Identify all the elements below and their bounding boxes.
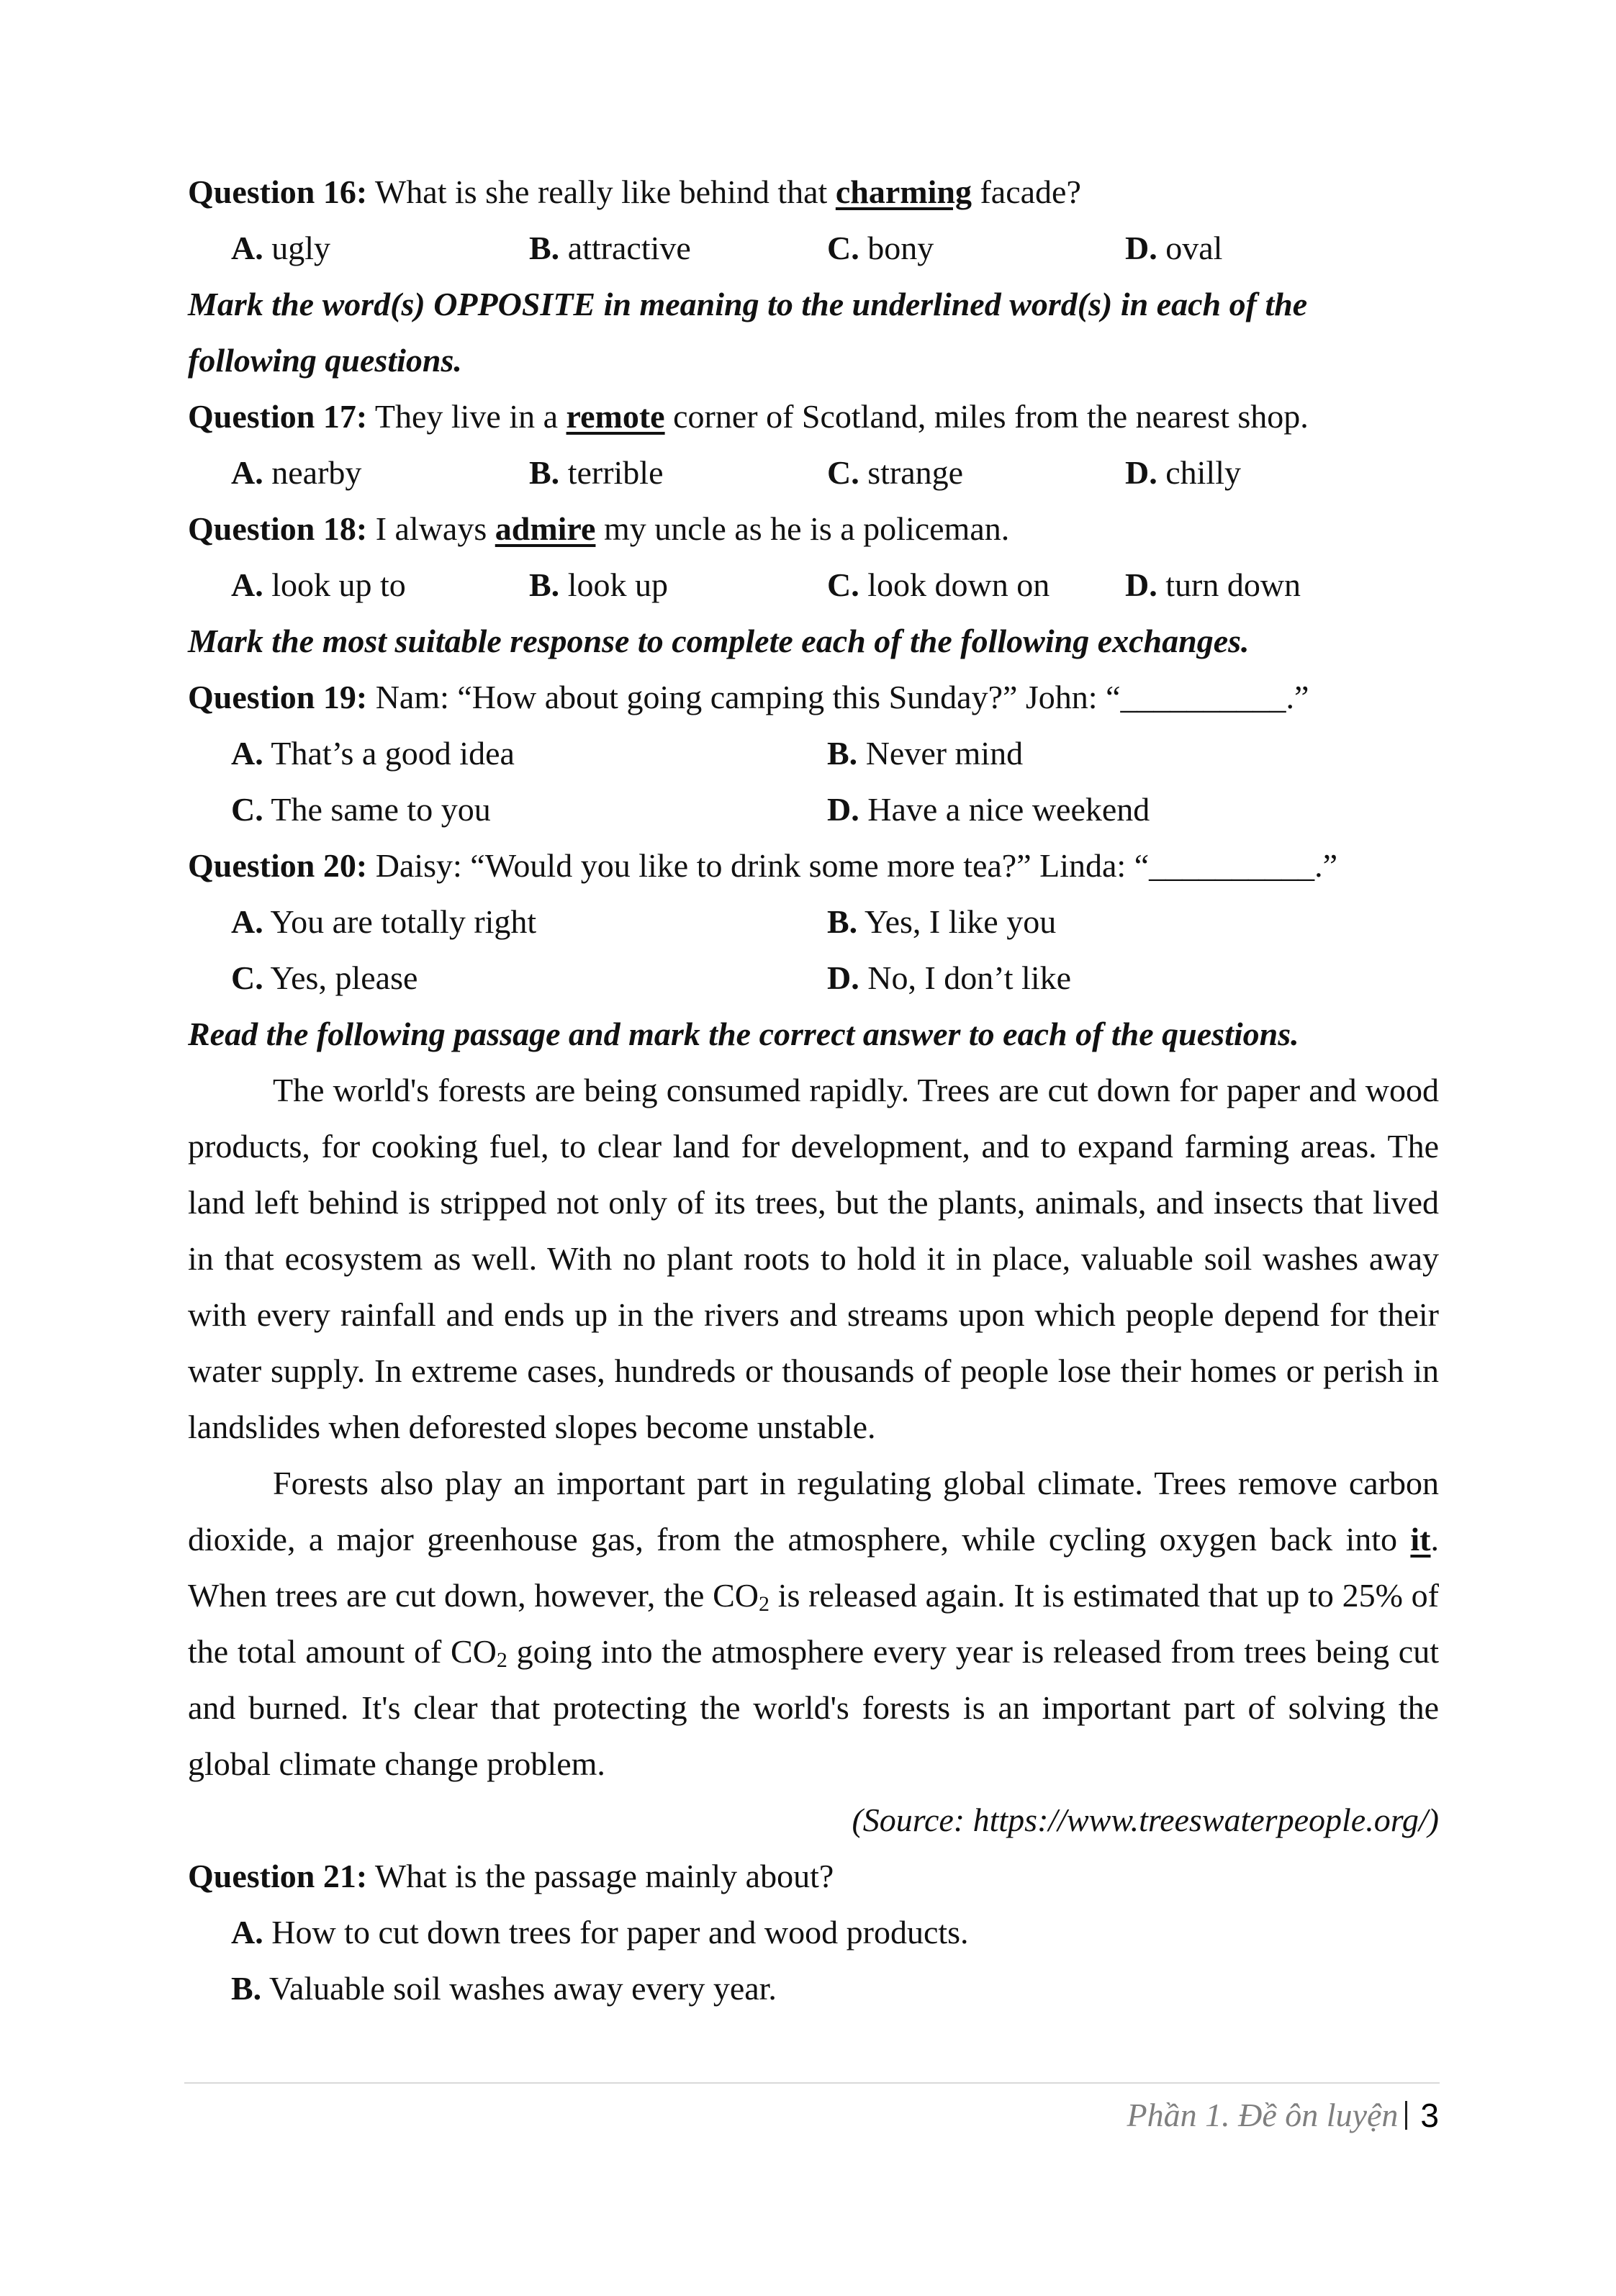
passage-text: The world's forests are being consumed rapidly. Trees are cut down for paper and wood products, for cooking fuel, to clear land for development, and to expand farming areas. The land left behind is stripped not only of its trees, but the plants, animals, and insects that lived in that ecosystem as well. With no plant roots to hold it in place, valuable soil washes away with every rainfall and ends up in the rivers and streams upon which people depend for their water supply. In extreme cases, hundreds or thousands of people lose their homes or perish in landslides when deforested slopes become unstable. [188,1072,1439,1445]
question-text: Nam: “How about going camping this Sunday?” John: “__________.” [367,679,1309,715]
option-letter: D. [1125,566,1157,603]
option-c[interactable] [827,220,1125,276]
passage-text [188,1455,1439,1792]
option-c[interactable] [827,445,1125,501]
question-17 [188,389,1439,445]
option-letter: B. [529,230,560,266]
subscript: 2 [496,1648,507,1672]
page-footer [1127,2090,1439,2141]
option-text: That’s a good idea [263,735,515,772]
option-text: ugly [263,230,331,266]
option-letter: C. [827,230,859,266]
option-a[interactable] [231,220,529,276]
option-letter: A. [231,230,263,266]
option-letter: A. [231,566,263,603]
option-d[interactable] [1125,557,1423,613]
option-text: turn down [1157,566,1301,603]
passage-text-run: going into the atmosphere every year is released from trees being cut and burned. It's clear that protecting the world's forests is an important part of solving the global climate change problem. [188,1633,1440,1782]
option-letter: D. [827,959,859,996]
option-text: Never mind [857,735,1024,772]
option-text: The same to you [263,791,491,828]
option-c[interactable] [827,557,1125,613]
option-text: No, I don’t like [859,959,1072,996]
question-text: Daisy: “Would you like to drink some more tea?” Linda: “__________.” [367,847,1338,884]
question-label: Question 20: [188,847,368,884]
option-b[interactable] [188,1961,1439,2017]
page-content [188,164,1439,2017]
option-a[interactable] [231,726,827,782]
question-text: my uncle as he is a policeman. [595,510,1010,547]
option-text: look up to [263,566,406,603]
option-letter: C. [231,959,263,996]
underlined-word: charming [835,173,972,210]
option-b[interactable] [827,894,1423,950]
question-18 [188,501,1439,557]
option-letter: C. [827,454,859,491]
option-text: look up [559,566,668,603]
question-19-options-row-1 [188,726,1439,782]
question-label: Question 19: [188,679,368,715]
underlined-word: it [1410,1521,1431,1558]
footer-divider [184,2082,1440,2084]
question-18-options [188,557,1439,613]
option-text: strange [859,454,964,491]
question-text: facade? [971,173,1081,210]
option-text: Yes, I like you [857,903,1057,940]
option-text: bony [859,230,934,266]
question-text: corner of Scotland, miles from the nearest shop. [664,398,1309,435]
option-letter: A. [231,903,263,940]
option-text: Have a nice weekend [859,791,1150,828]
option-text: oval [1157,230,1223,266]
question-16 [188,164,1439,220]
question-text: What is she really like behind that [367,173,836,210]
passage-source: (Source: https://www.treeswaterpeople.org/) [852,1802,1439,1838]
option-a[interactable] [188,1904,1439,1961]
passage-text-run: Forests also play an important part in regulating global climate. Trees remove carbon dioxide, a major greenhouse gas, from the atmosphere, while cycling oxygen back into [188,1465,1439,1558]
instruction-opposite: Mark the word(s) OPPOSITE in meaning to the underlined word(s) in each of the following questions. [188,286,1308,379]
option-letter: B. [529,566,560,603]
option-a[interactable] [231,557,529,613]
passage-text-run: is released again. It is estimated that up to 25% of the total amount of CO [188,1577,1439,1670]
option-d[interactable] [1125,220,1423,276]
option-letter: A. [231,454,263,491]
underlined-word: admire [495,510,596,547]
option-d[interactable] [1125,445,1423,501]
question-17-options [188,445,1439,501]
option-text: You are totally right [263,903,537,940]
question-19 [188,669,1439,726]
option-letter: A. [231,735,263,772]
option-b[interactable] [529,220,827,276]
question-20 [188,838,1439,894]
option-letter: B. [231,1970,262,2007]
option-letter: B. [827,903,858,940]
option-text: chilly [1157,454,1241,491]
question-label: Question 21: [188,1858,368,1894]
option-text: terrible [559,454,664,491]
option-letter: B. [827,735,858,772]
option-c[interactable] [231,782,827,838]
question-text: They live in a [367,398,566,435]
footer-section-title: Phần 1. Đề ôn luyện [1127,2097,1399,2133]
option-letter: C. [231,791,263,828]
instruction-response: Mark the most suitable response to complete each of the following exchanges. [188,623,1250,659]
option-letter: B. [529,454,560,491]
option-b[interactable] [827,726,1423,782]
page-number: 3 [1420,2097,1439,2134]
option-letter: D. [1125,454,1157,491]
option-text: look down on [859,566,1050,603]
option-text: How to cut down trees for paper and wood products. [263,1914,969,1951]
option-text: nearby [263,454,362,491]
question-20-options-row-2 [188,950,1439,1006]
question-19-options-row-2 [188,782,1439,838]
question-label: Question 17: [188,398,368,435]
question-20-options-row-1 [188,894,1439,950]
option-text: Yes, please [263,959,418,996]
question-21 [188,1848,1439,1904]
option-b[interactable] [529,557,827,613]
option-d[interactable] [827,782,1423,838]
option-letter: A. [231,1914,263,1951]
option-a[interactable] [231,894,827,950]
option-letter: D. [827,791,859,828]
underlined-word: remote [566,398,665,435]
option-a[interactable] [231,445,529,501]
option-d[interactable] [827,950,1423,1006]
footer-separator [1405,2101,1407,2130]
passage-text-run: . When trees are cut down, however, the CO [188,1521,1439,1614]
question-16-options [188,220,1439,276]
option-b[interactable] [529,445,827,501]
subscript: 2 [759,1592,770,1616]
instruction-passage: Read the following passage and mark the correct answer to each of the questions. [188,1016,1299,1052]
option-text: Valuable soil washes away every year. [261,1970,777,2007]
option-letter: C. [827,566,859,603]
option-text: attractive [559,230,691,266]
question-label: Question 16: [188,173,368,210]
option-c[interactable] [231,950,827,1006]
question-text: What is the passage mainly about? [367,1858,834,1894]
passage-paragraph-2 [188,1455,1439,1792]
question-text: I always [367,510,495,547]
option-letter: D. [1125,230,1157,266]
question-label: Question 18: [188,510,368,547]
passage-paragraph-1 [188,1062,1439,1455]
